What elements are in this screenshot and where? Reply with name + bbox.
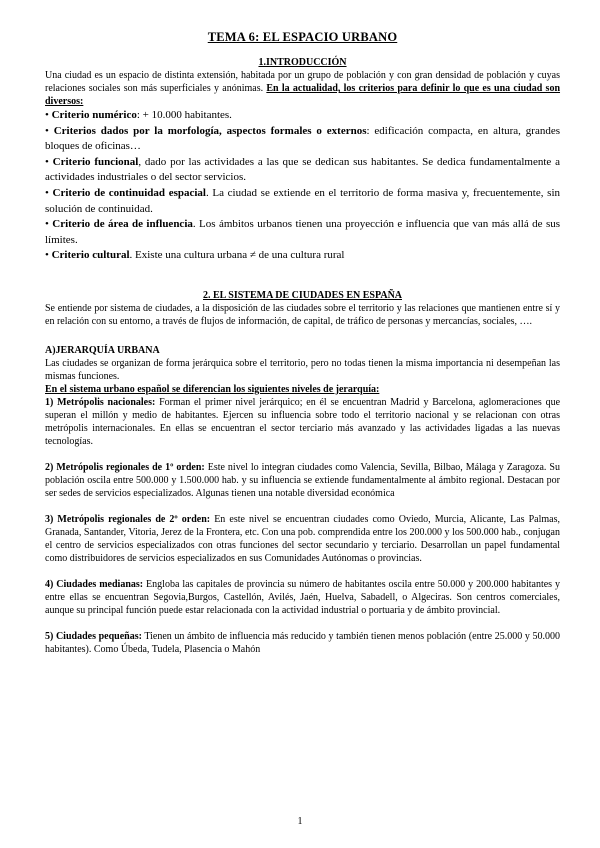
bullet-icon: • bbox=[45, 249, 49, 262]
bullet-icon: • bbox=[45, 124, 49, 137]
level-text: Engloba las capitales de provincia su número de habitantes oscila entre 50.000 y 200.000 habitantes y entre ellas se encuentran Segovia,Burgos, Castellón, Avilés, Jaén, Huelva, Sabadell, o Algeciras. Son centros comerciales, aunque su principal función puede estar relacionada con la actividad industrial o portuaria y de ámbito provincial. bbox=[45, 578, 560, 616]
criterion-name: Criterios dados por la morfología, aspectos formales o externos bbox=[53, 124, 367, 137]
criterion-text: : + 10.000 habitantes. bbox=[136, 109, 232, 121]
criterion-name: Criterio de continuidad espacial bbox=[52, 186, 206, 199]
page-number: 1 bbox=[297, 816, 303, 827]
level-name: 1) Metrópolis nacionales: bbox=[45, 396, 156, 408]
bullet-icon: • bbox=[45, 218, 49, 231]
bullet-icon: • bbox=[45, 155, 49, 168]
criterion-item bbox=[45, 124, 560, 155]
level-text: Forman el primer nivel jerárquico; en él se encuentran Madrid y Barcelona, aglomeraciones que superan el millón y medio de habitantes. Ejercen su influencia sobre todo el territorio nacional y se relacionan con otras metrópolis internacionales. En ellas se encuentran el sector terciario más avanzado y las actividades ligadas a las nuevas tecnologías. bbox=[45, 396, 561, 447]
hierarchy-level bbox=[45, 630, 560, 656]
criterion-name: Criterio funcional bbox=[52, 155, 139, 168]
hierarchy-level bbox=[45, 513, 560, 565]
criterion-text: , dado por las actividades a las que se dedican sus habitantes. Se dedica fundamentalmente a actividades industriales o del sector servicios. bbox=[45, 155, 560, 184]
section1-intro bbox=[45, 69, 560, 108]
level-name: 4) Ciudades medianas: bbox=[45, 578, 144, 590]
criterion-name: Criterio de área de influencia bbox=[52, 218, 193, 231]
section1-heading: 1.INTRODUCCIÓN bbox=[258, 57, 347, 68]
criterion-text: . Los ámbitos urbanos tienen una proyección e influencia que van más allá de sus límites. bbox=[45, 218, 561, 246]
document-title: TEMA 6: EL ESPACIO URBANO bbox=[207, 30, 398, 44]
criterion-text: . La ciudad se extiende en el territorio de forma masiva y, frecuentemente, sin solución de continuidad. bbox=[45, 186, 561, 215]
criterion-text: : edificación compacta, en altura, grandes bloques de oficinas… bbox=[45, 124, 560, 153]
hierarchy-level bbox=[45, 461, 560, 500]
criterion-name: Criterio cultural bbox=[51, 249, 130, 262]
criterion-item bbox=[45, 108, 560, 124]
criterion-item bbox=[45, 186, 560, 217]
bullet-icon: • bbox=[45, 109, 49, 121]
criterion-item bbox=[45, 155, 560, 186]
level-name: 2) Metrópolis regionales de 1º orden: bbox=[45, 461, 205, 473]
criterion-item bbox=[45, 217, 560, 248]
levels-intro: En el sistema urbano español se diferencian los siguientes niveles de jerarquía: bbox=[45, 383, 380, 395]
hierarchy-level bbox=[45, 396, 560, 448]
criterion-name: Criterio numérico bbox=[51, 109, 137, 121]
level-text: Tienen un ámbito de influencia más reducido y también tienen menos población (entre 25.000 y 50.000 habitantes). Como Úbeda, Tudela, Plasencia o Mahón bbox=[45, 630, 560, 655]
subsection-heading: A)JERARQUÍA URBANA bbox=[45, 344, 160, 356]
document-page bbox=[45, 30, 560, 656]
hierarchy-level bbox=[45, 578, 560, 617]
criteria-list bbox=[45, 108, 560, 264]
level-text: Este nivel lo integran ciudades como Valencia, Sevilla, Bilbao, Málaga y Zaragoza. Su población oscila entre 500.000 y 1.500.000 hab. y su influencia se extiende fundamentalmente al ámbito regional. Destacan por ser sedes de servicios especializados. Algunas tienen una notable diversidad económica bbox=[45, 461, 560, 499]
criterion-item bbox=[45, 248, 560, 264]
bullet-icon: • bbox=[45, 186, 49, 199]
section2-heading: 2. EL SISTEMA DE CIUDADES EN ESPAÑA bbox=[202, 289, 403, 301]
level-name: 3) Metrópolis regionales de 2º orden: bbox=[45, 513, 211, 525]
section1-intro-emphasis: En la actualidad, los criterios para definir lo que es una ciudad son diversos: bbox=[45, 83, 561, 107]
level-text: En este nivel se encuentran ciudades como Oviedo, Murcia, Alicante, Las Palmas, Granada, Santander, Vitoria, Jerez de la Frontera, etc. Con una pob. comprendida entre los 200.000 y los 500.000 hab., conjugan el centro de servicios especializados con otras funciones del sector secundario y terciario. Desarrollan un papel fundamental como distribuidores de servicios especializados en sus Comunidades Autónomas o provincias. bbox=[45, 513, 560, 564]
criterion-text: . Existe una cultura urbana ≠ de una cultura rural bbox=[129, 249, 345, 262]
level-name: 5) Ciudades pequeñas: bbox=[45, 630, 142, 642]
section1-intro-text: Una ciudad es un espacio de distinta extensión, habitada por un grupo de población y con gran densidad de población y cuyas relaciones sociales son más superficiales y anónimas. bbox=[45, 70, 560, 94]
section2-intro: Se entiende por sistema de ciudades, a la disposición de las ciudades sobre el territorio y las relaciones que mantienen entre sí y en relación con su entorno, a través de flujos de información, de capital, de tráfico de personas y mercancías, sociales, …. bbox=[45, 302, 560, 327]
subsection-intro: Las ciudades se organizan de forma jerárquica sobre el territorio, pero no todas tienen la misma importancia ni desempeñan las mismas funciones. bbox=[45, 357, 560, 382]
